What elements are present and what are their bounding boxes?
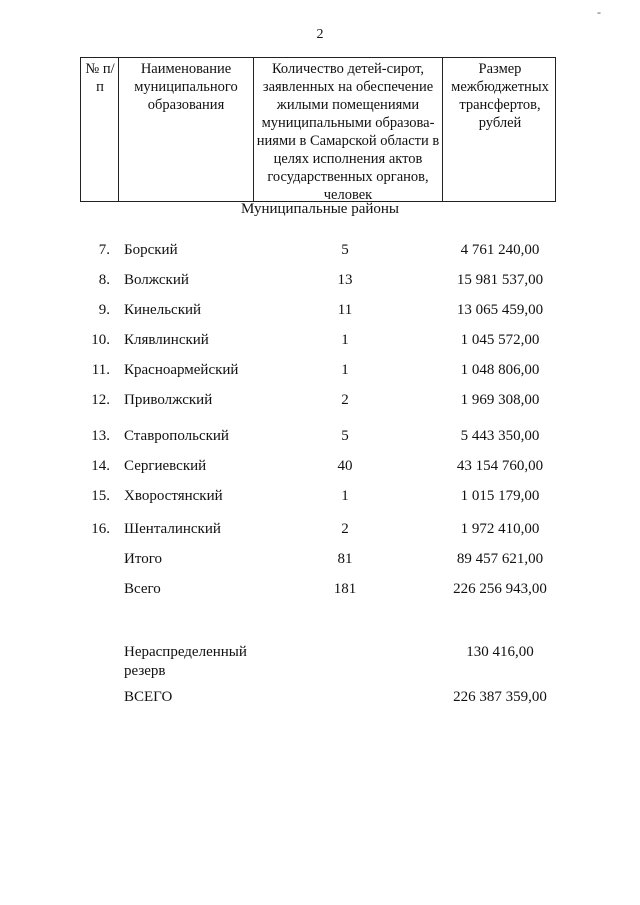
row-num: 9. (98, 302, 110, 318)
header-border-left (80, 58, 81, 201)
row-num: 11. (91, 362, 110, 378)
subtotal-label: Итого (124, 551, 162, 567)
subtotal-row (0, 549, 640, 569)
row-amount: 5 443 350,00 (460, 428, 540, 444)
table-row (0, 270, 640, 290)
row-count: 40 (337, 458, 353, 474)
row-name: Шенталинский (124, 521, 221, 537)
table-row (0, 456, 640, 476)
row-name: Приволжский (124, 392, 213, 408)
row-num: 10. (91, 332, 110, 348)
table-row (0, 360, 640, 380)
table-row (0, 519, 640, 539)
row-name: Ставропольский (124, 428, 229, 444)
grand-total-amount: 226 387 359,00 (453, 689, 547, 705)
table-row (0, 426, 640, 446)
section-title: Муниципальные районы (240, 201, 400, 217)
subtotal-amount: 89 457 621,00 (456, 551, 544, 567)
row-count: 13 (337, 272, 353, 288)
page-number: 2 (316, 27, 324, 42)
header-col-amount: Размер межбюджетных трансфертов, рублей (451, 61, 549, 131)
header-col-name: Наименование муниципального образования (134, 61, 238, 113)
row-amount: 15 981 537,00 (456, 272, 544, 288)
table-row (0, 300, 640, 320)
row-num: 16. (91, 521, 110, 537)
row-count: 2 (341, 521, 349, 537)
row-num: 12. (91, 392, 110, 408)
subtotal-count: 81 (337, 551, 353, 567)
table-row (0, 390, 640, 410)
header-divider-2 (253, 58, 254, 201)
row-amount: 43 154 760,00 (456, 458, 544, 474)
row-num: 7. (98, 242, 110, 258)
reserve-label: Нераспределенный резерв (124, 644, 247, 679)
row-count: 5 (341, 428, 349, 444)
row-amount: 1 045 572,00 (460, 332, 540, 348)
grand-total-label: ВСЕГО (124, 689, 173, 705)
row-name: Сергиевский (124, 458, 207, 474)
table-row (0, 486, 640, 506)
row-amount: 1 015 179,00 (460, 488, 540, 504)
row-name: Хворостянский (124, 488, 223, 504)
row-amount: 1 048 806,00 (460, 362, 540, 378)
row-amount: 13 065 459,00 (456, 302, 544, 318)
row-count: 1 (341, 332, 349, 348)
header-col-count: Количество детей-сирот, заявленных на обеспечение жилыми помещениями муниципальными образова- ниями в Самарской области в целях исполнения актов государственных органов, человек (256, 61, 440, 203)
row-num: 8. (98, 272, 110, 288)
reserve-amount: 130 416,00 (466, 644, 534, 660)
row-name: Волжский (124, 272, 189, 288)
row-num: 14. (91, 458, 110, 474)
total-count: 181 (333, 581, 357, 597)
table-header (80, 57, 556, 202)
row-count: 2 (341, 392, 349, 408)
header-divider-1 (118, 58, 119, 201)
row-amount: 1 969 308,00 (460, 392, 540, 408)
row-count: 1 (341, 488, 349, 504)
total-row (0, 579, 640, 599)
row-name: Борский (124, 242, 178, 258)
table-row (0, 240, 640, 260)
total-label: Всего (124, 581, 161, 597)
row-count: 1 (341, 362, 349, 378)
header-col-num: № п/п (85, 61, 115, 95)
corner-mark: - (597, 5, 601, 19)
row-amount: 4 761 240,00 (460, 242, 540, 258)
row-amount: 1 972 410,00 (460, 521, 540, 537)
table-row (0, 330, 640, 350)
row-name: Красноармейский (124, 362, 239, 378)
header-divider-3 (442, 58, 443, 201)
row-num: 15. (91, 488, 110, 504)
row-count: 11 (337, 302, 353, 318)
row-name: Кинельский (124, 302, 202, 318)
row-num: 13. (91, 428, 110, 444)
row-name: Клявлинский (124, 332, 209, 348)
row-count: 5 (341, 242, 349, 258)
total-amount: 226 256 943,00 (453, 581, 547, 597)
header-border-right (555, 58, 556, 201)
